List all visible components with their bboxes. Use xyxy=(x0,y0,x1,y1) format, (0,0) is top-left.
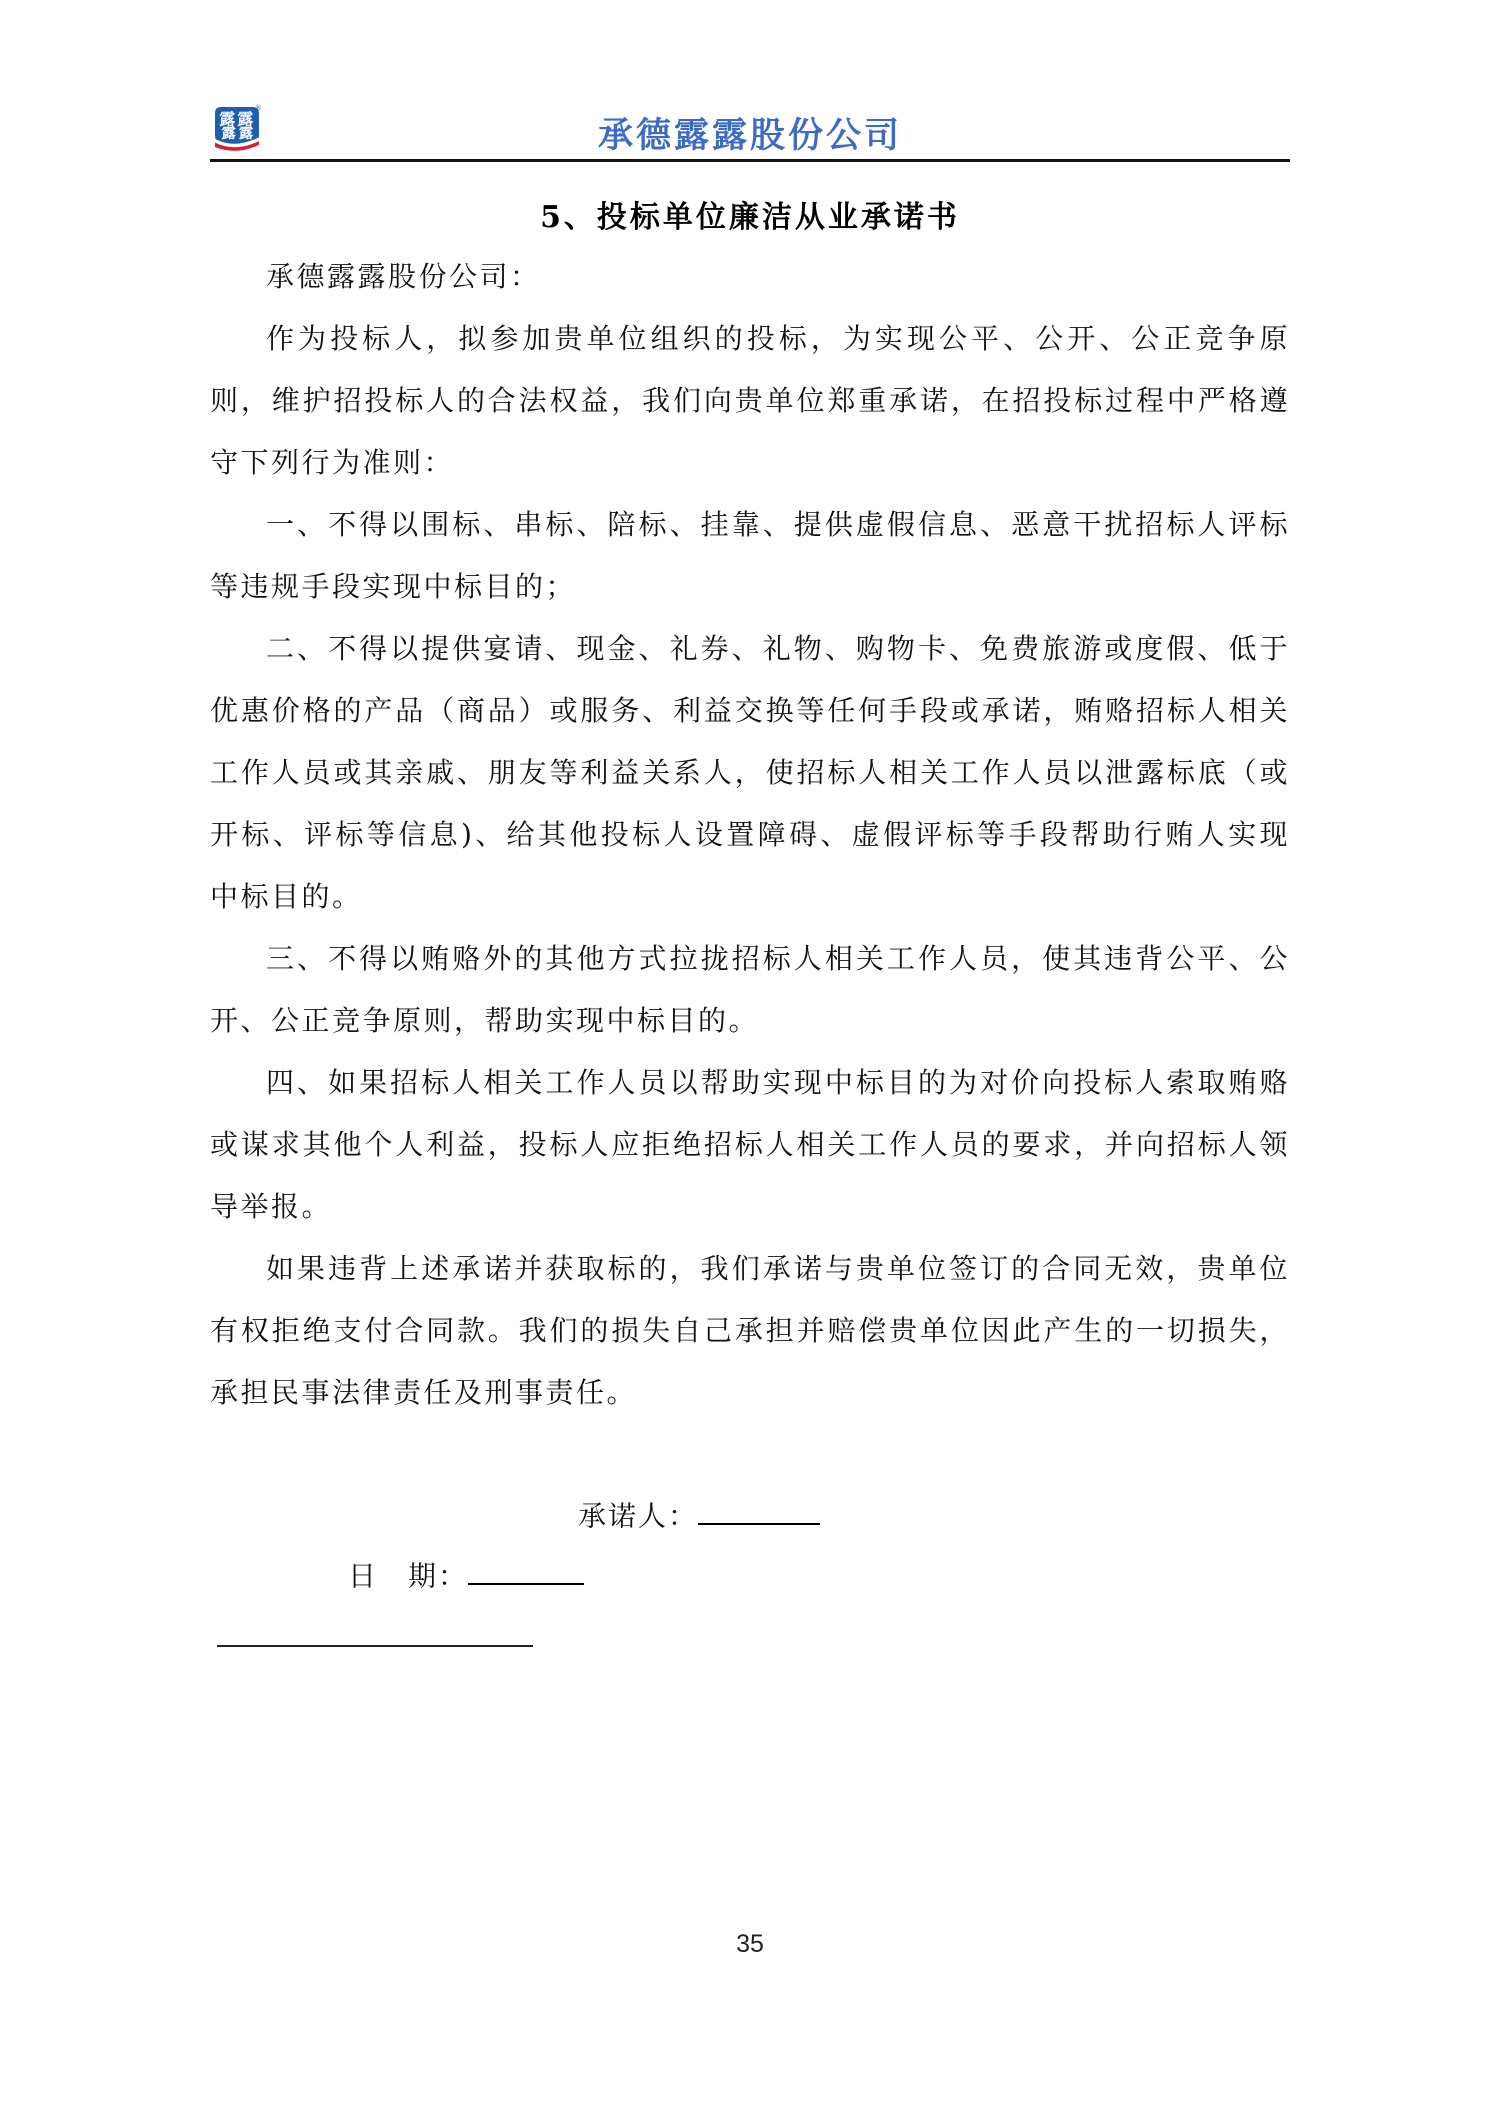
paragraph-rule-4: 四、如果招标人相关工作人员以帮助实现中标目的为对价向投标人索取贿赂或谋求其他个人利益，投标人应拒绝招标人相关工作人员的要求，并向招标人领导举报。 xyxy=(210,1066,1290,1223)
paragraph-intro: 作为投标人，拟参加贵单位组织的投标，为实现公平、公开、公正竞争原则，维护招投标人的合法权益，我们向贵单位郑重承诺，在招投标过程中严格遵守下列行为准则： xyxy=(210,322,1290,479)
promiser-signature-blank-line xyxy=(698,1494,820,1525)
svg-text:露: 露 xyxy=(238,126,254,143)
date-signature-row xyxy=(348,1554,584,1594)
svg-text:露: 露 xyxy=(221,126,236,143)
company-name-header: 承德露露股份公司 xyxy=(597,116,902,156)
paragraph-rule-1: 一、不得以围标、串标、陪标、挂靠、提供虚假信息、恶意干扰招标人评标等违规手段实现中标目的； xyxy=(210,508,1290,603)
promiser-signature-row xyxy=(578,1494,820,1534)
header-divider-line xyxy=(210,159,1290,162)
paragraph-closing: 如果违背上述承诺并获取标的，我们承诺与贵单位签订的合同无效，贵单位有权拒绝支付合同款。我们的损失自己承担并赔偿贵单位因此产生的一切损失，承担民事法律责任及刑事责任。 xyxy=(210,1252,1290,1409)
svg-text:®: ® xyxy=(254,104,262,113)
promiser-label: 承诺人： xyxy=(578,1499,699,1533)
paragraph-rule-2: 二、不得以提供宴请、现金、礼券、礼物、购物卡、免费旅游或度假、低于优惠价格的产品（商品）或服务、利益交换等任何手段或承诺，贿赂招标人相关工作人员或其亲戚、朋友等利益关系人，使招标人相关工作人员以泄露标底（或开标、评标等信息)、给其他投标人设置障碍、虚假评标等手段帮助行贿人实现中标目的。 xyxy=(210,632,1290,913)
document-body xyxy=(210,246,1290,1424)
page-number: 35 xyxy=(736,1930,764,1958)
svg-text:露: 露 xyxy=(237,109,254,129)
document-title: 5、投标单位廉洁从业承诺书 xyxy=(540,200,960,235)
date-blank-line xyxy=(468,1554,584,1585)
date-label: 日 期： xyxy=(348,1559,469,1593)
footnote-separator-line xyxy=(217,1645,533,1647)
salutation: 承德露露股份公司： xyxy=(266,260,541,293)
svg-text:露: 露 xyxy=(219,109,236,129)
paragraph-rule-3: 三、不得以贿赂外的其他方式拉拢招标人相关工作人员，使其违背公平、公开、公正竞争原则，帮助实现中标目的。 xyxy=(210,942,1290,1037)
